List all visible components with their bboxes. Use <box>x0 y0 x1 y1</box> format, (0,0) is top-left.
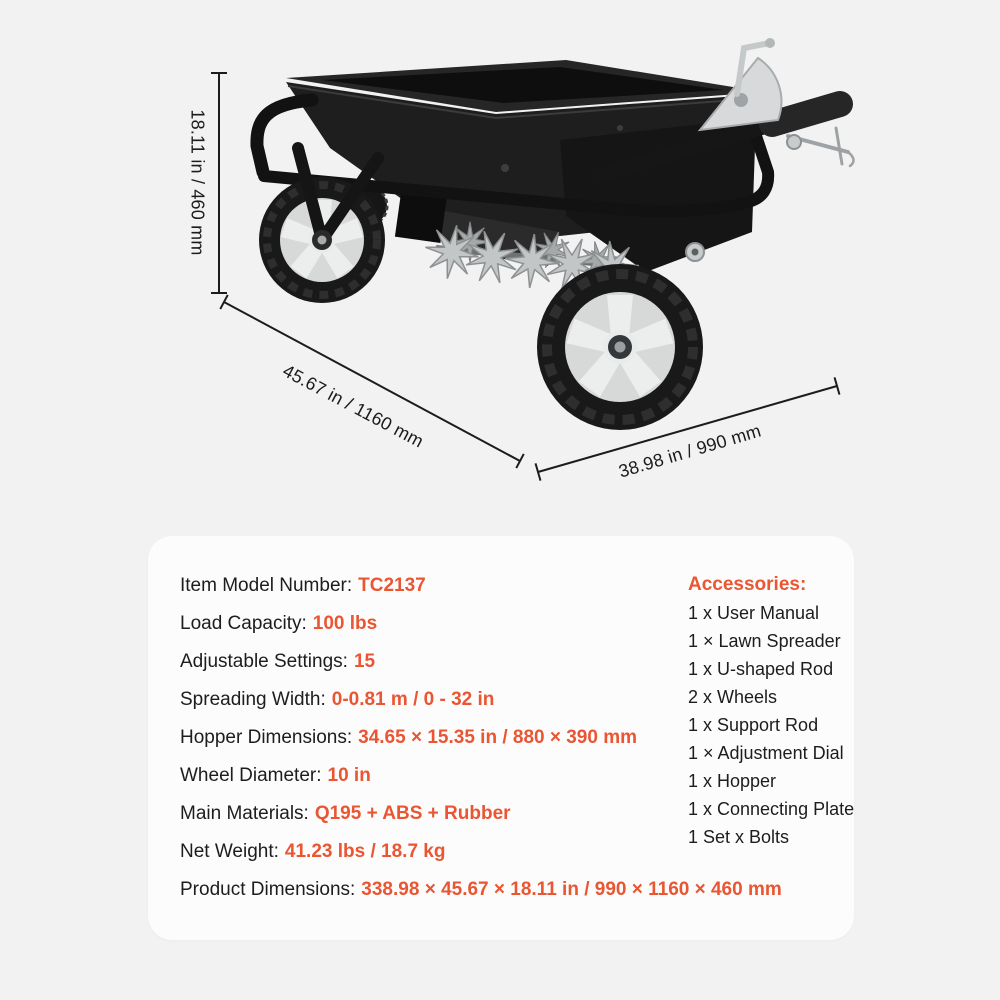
spec-card <box>148 536 854 940</box>
accessory-item: 1 Set x Bolts <box>688 827 790 847</box>
spec-label: Product Dimensions: <box>180 879 356 900</box>
spec-value: 34.65 × 15.35 in / 880 × 390 mm <box>358 727 638 748</box>
height-dimension-label: 18.11 in / 460 mm <box>187 109 208 256</box>
spec-label: Adjustable Settings: <box>180 651 348 672</box>
spec-label: Hopper Dimensions: <box>180 727 353 748</box>
spec-value: TC2137 <box>358 575 426 596</box>
width-dimension-label: 38.98 in / 990 mm <box>616 420 764 482</box>
accessory-item: 1 × Adjustment Dial <box>688 743 844 763</box>
length-dimension-label: 45.67 in / 1160 mm <box>279 360 427 452</box>
accessory-item: 1 x User Manual <box>688 603 820 623</box>
accessory-item: 1 x Connecting Plate <box>688 799 855 819</box>
spec-label: Main Materials: <box>180 803 309 824</box>
spec-label: Load Capacity: <box>180 613 307 634</box>
spec-value: 0-0.81 m / 0 - 32 in <box>331 689 495 710</box>
accessories-list <box>688 599 854 851</box>
accessories-title: Accessories: <box>688 574 807 595</box>
accessory-item: 1 x Support Rod <box>688 715 819 735</box>
accessories-section <box>688 571 854 851</box>
accessory-item: 1 x U-shaped Rod <box>688 659 834 679</box>
spec-value: Q195 + ABS + Rubber <box>314 803 511 824</box>
spec-label: Net Weight: <box>180 841 279 862</box>
accessory-item: 2 x Wheels <box>688 687 778 707</box>
accessory-item: 1 x Hopper <box>688 771 777 791</box>
pivot-bolt-center <box>692 249 699 256</box>
spec-label: Spreading Width: <box>180 689 326 710</box>
accessory-item: 1 × Lawn Spreader <box>688 631 841 651</box>
right-wheel <box>537 264 703 430</box>
spec-label: Item Model Number: <box>180 575 353 596</box>
left-wheel <box>259 148 385 303</box>
spec-value: 100 lbs <box>312 613 378 634</box>
spec-value: 41.23 lbs / 18.7 kg <box>284 841 446 862</box>
spec-label: Wheel Diameter: <box>180 765 322 786</box>
spec-row <box>180 871 782 909</box>
spec-value: 15 <box>353 651 376 672</box>
tow-hitch <box>787 128 854 166</box>
spec-value: 10 in <box>327 765 371 786</box>
spec-value: 338.98 × 45.67 × 18.11 in / 990 × 1160 × 460 mm <box>361 879 782 900</box>
